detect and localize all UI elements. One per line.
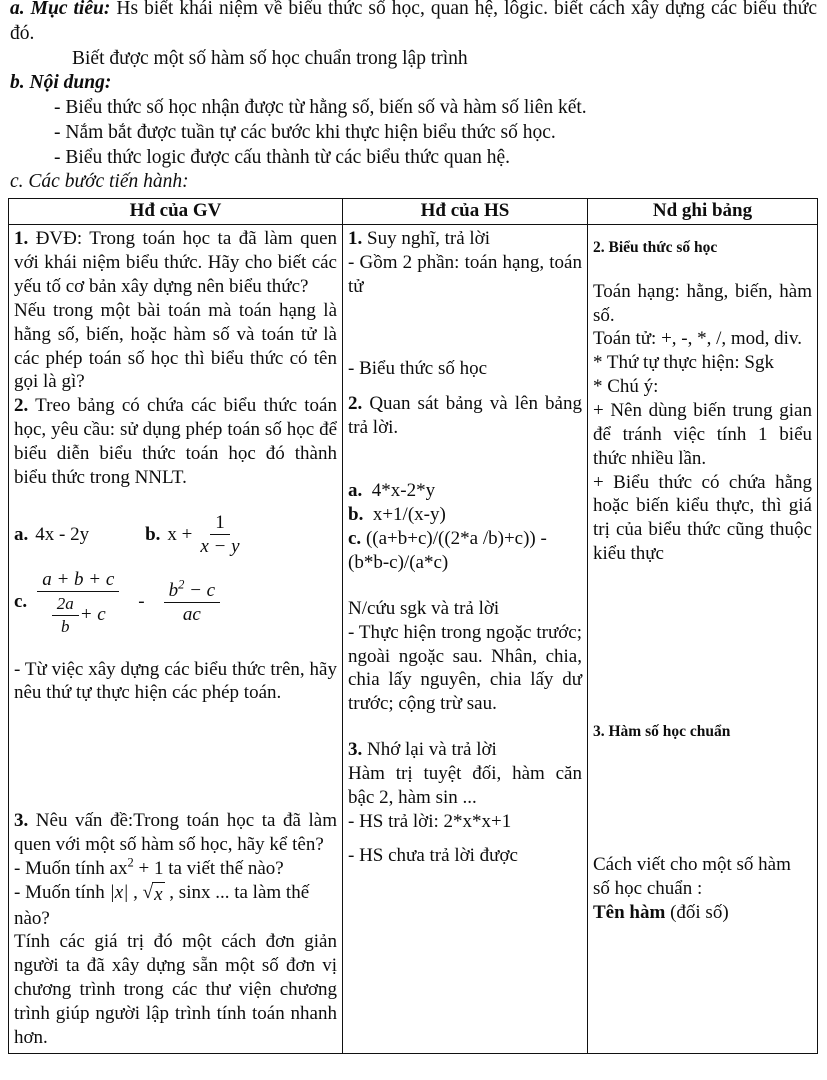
gv-p1-number: 1. — [14, 228, 29, 250]
hs-paragraph-4 — [348, 392, 582, 440]
gv-expr-c-inner-denominator: b — [60, 616, 70, 636]
hs-spacer-5 — [348, 716, 582, 738]
gv-expr-c-label: c. — [14, 591, 28, 613]
content-bullet-2: - Nắm bắt được tuần tự các bước khi thực hiện biểu thức số học. — [54, 121, 556, 143]
hs-spacer-1 — [348, 299, 582, 357]
gv-expr-c-minus-sign: - — [138, 591, 145, 613]
nd-body-2 — [593, 853, 812, 925]
gv-spacer-3 — [14, 705, 337, 809]
gv-p6-exponent: 2 — [127, 855, 134, 870]
gv-paragraph-6 — [14, 857, 337, 881]
hs-paragraph-9: - HS trả lời: 2*x*x+1 — [348, 810, 512, 832]
gv-p7-square-root — [143, 881, 165, 907]
gv-expr-c-right-denominator: ac — [182, 603, 201, 625]
gv-expr-c-right-tail: − c — [189, 579, 216, 601]
steps-label — [10, 170, 817, 195]
nd-spacer-2 — [593, 566, 812, 670]
gv-paragraph-5 — [14, 809, 337, 857]
gv-p7-radical-symbol: √ — [142, 881, 154, 903]
gv-spacer-1 — [14, 490, 337, 512]
gv-expr-c-inner-group — [51, 594, 106, 635]
gv-expr-c-right-exponent: 2 — [178, 577, 185, 592]
nd-body-1 — [593, 280, 812, 566]
nd-function-args: (đối số) — [665, 901, 729, 923]
hs-p4-text: Quan sát bảng và lên bảng trả lời. — [348, 392, 582, 438]
hs-paragraph-3: - Biểu thức số học — [348, 357, 488, 379]
hs-spacer-6 — [348, 833, 582, 844]
nd-paragraph-1: Toán hạng: hằng, biến, hàm số. — [593, 280, 812, 326]
nd-paragraph-3: * Thứ tự thực hiện: Sgk — [593, 352, 774, 374]
gv-expr-c-outer-denominator — [46, 592, 111, 635]
gv-p7-radicand: x — [154, 883, 163, 905]
gv-expression-row-ab — [14, 512, 337, 558]
nd-paragraph-5: + Nên dùng biến trung gian để tránh việc tính 1 biểu thức nhiều lần. — [593, 400, 812, 469]
hs-spacer-2 — [348, 381, 582, 392]
gv-expression-row-c — [14, 569, 337, 635]
gv-paragraph-7 — [14, 881, 337, 931]
nd-spacer-0 — [593, 227, 812, 238]
gv-paragraph-2: Nếu trong một bài toán mà toán hạng là hằng số, biến, hoặc hàm số và toán tử là các phép toán số học thì biểu thức có tên gọi là gì? — [14, 299, 337, 393]
board-notes-cell — [588, 225, 818, 1053]
gv-expr-a-value: 4x - 2y — [35, 523, 90, 545]
nd-paragraph-4: * Chú ý: — [593, 376, 659, 398]
table-header-row — [9, 199, 818, 225]
column-header-teacher: Hđ của GV — [9, 199, 343, 225]
gv-expr-c-right-numerator — [164, 577, 221, 603]
hs-answer-b-label: b. — [348, 504, 364, 526]
hs-spacer-3 — [348, 439, 582, 479]
content-bullet-3: - Biểu thức logic được cấu thành từ các biểu thức quan hệ. — [54, 146, 510, 168]
column-header-board: Nd ghi bảng — [588, 199, 818, 225]
nd-spacer-3 — [593, 670, 812, 722]
gv-p7-absolute-value: |x| — [109, 881, 129, 903]
gv-p3-text: Treo bảng có chứa các biểu thức toán học, yêu cầu: sử dụng phép toán số học để biểu diễn biểu thức toán học đó thành biểu thức trong NNLT. — [14, 395, 337, 488]
gv-expr-c-right-base: b — [168, 579, 179, 601]
objective-line — [10, 0, 817, 47]
gv-expr-c-inner-numerator: 2a — [52, 594, 79, 615]
hs-paragraph-7 — [348, 738, 582, 762]
gv-paragraph-8: Tính các giá trị đó một cách đơn giản người ta đã xây dựng sẵn một số đơn vị chương trình trong các thư viện chương trình giúp người lập trình tính toán nhanh hơn. — [14, 931, 337, 1048]
gv-spacer-2 — [14, 636, 337, 658]
hs-answer-a-label: a. — [348, 480, 363, 502]
preamble-section — [8, 0, 819, 195]
gv-paragraph-3 — [14, 394, 337, 489]
hs-answer-b — [348, 503, 582, 527]
gv-expr-c-outer-fraction — [37, 569, 119, 635]
gv-p5-number: 3. — [14, 810, 29, 832]
hs-paragraph-5: N/cứu sgk và trả lời — [348, 597, 500, 619]
hs-p1-number: 1. — [348, 228, 363, 250]
nd-spacer-1 — [593, 258, 812, 280]
gv-expr-c-outer-numerator: a + b + c — [37, 569, 119, 592]
gv-p3-number: 2. — [14, 395, 29, 417]
gv-paragraph-4: - Từ việc xây dựng các biểu thức trên, hãy nêu thứ tự thực hiện các phép toán. — [14, 658, 337, 704]
hs-p7-text: Nhớ lại và trả lời — [362, 739, 497, 761]
gv-expr-b-lead: x + — [167, 523, 193, 545]
nd-spacer-4 — [593, 741, 812, 853]
column-header-student: Hđ của HS — [343, 199, 588, 225]
table-row — [9, 225, 818, 1053]
gv-p7-lead: - Muốn tính — [14, 881, 110, 903]
nd-heading-2: 3. Hàm số học chuẩn — [593, 722, 731, 740]
gv-expr-b-denominator: x − y — [200, 535, 240, 557]
teacher-activity-cell — [9, 225, 343, 1053]
student-activity-cell — [343, 225, 588, 1053]
gv-p5-text: Nêu vấn đề:Trong toán học ta đã làm quen với một số hàm số học, hãy kể tên? — [14, 810, 337, 856]
nd-function-name: Tên hàm — [593, 901, 666, 923]
hs-spacer-4 — [348, 575, 582, 597]
gv-expr-c-inner-fraction — [52, 594, 79, 635]
hs-paragraph-8: Hàm trị tuyệt đối, hàm căn bậc 2, hàm sin ... — [348, 762, 582, 808]
nd-paragraph-2: Toán tử: +, -, *, /, mod, div. — [593, 328, 802, 350]
hs-answer-c-label: c. — [348, 528, 362, 550]
gv-expr-b-fraction — [195, 512, 244, 558]
hs-p1-text: Suy nghĩ, trả lời — [362, 228, 490, 250]
content-label-text: b. Nội dung: — [10, 72, 112, 94]
gv-p1-text: ĐVĐ: Trong toán học ta đã làm quen với khái niệm biểu thức. Hãy cho biết các yếu tố cơ bản xây dựng nên biểu thức? — [14, 228, 337, 298]
hs-paragraph-1 — [348, 227, 582, 251]
gv-expr-a-label: a. — [14, 523, 29, 545]
lesson-steps-table — [8, 198, 818, 1054]
gv-expr-c-right-fraction — [164, 577, 221, 626]
hs-p4-number: 2. — [348, 392, 363, 414]
objective-text: Hs biết khái niệm về biểu thức số học, quan hệ, lôgic. biết cách xây dựng các biểu thức đó. — [10, 0, 818, 44]
nd-paragraph-8 — [593, 901, 812, 925]
hs-paragraph-10: - HS chưa trả lời được — [348, 845, 518, 867]
gv-expr-b-label: b. — [145, 523, 161, 545]
hs-p7-number: 3. — [348, 739, 363, 761]
content-bullet-1: - Biểu thức số học nhận được từ hằng số, biến số và hàm số liên kết. — [54, 97, 587, 118]
hs-paragraph-2: - Gồm 2 phần: toán hạng, toán tử — [348, 252, 582, 298]
nd-paragraph-6: + Biểu thức có chứa hằng hoặc biến kiểu thực, thì giá trị của biểu thức cũng thuộc kiểu thực — [593, 471, 812, 565]
content-label — [10, 71, 817, 96]
steps-label-text: c. Các bước tiến hành: — [10, 171, 189, 193]
gv-p7-mid: , — [128, 881, 143, 903]
gv-p7-tail: , sinx ... ta làm thế nào? — [14, 881, 310, 929]
objective-line-2: Biết được một số hàm số học chuẩn trong lập trình — [72, 47, 468, 69]
hs-answer-b-value: x+1/(x-y) — [372, 504, 446, 526]
nd-heading-1: 2. Biểu thức số học — [593, 239, 718, 257]
nd-paragraph-7: Cách viết cho một số hàm số học chuẩn : — [593, 854, 791, 900]
gv-expr-b-numerator: 1 — [210, 512, 230, 535]
hs-answer-c-value: ((a+b+c)/((2*a /b)+c)) - (b*b-c)/(a*c) — [348, 528, 547, 573]
hs-answer-c — [348, 527, 582, 575]
gv-expr-c-inner-tail: + c — [79, 604, 106, 626]
hs-answer-a — [348, 479, 582, 503]
gv-p6-tail: + 1 ta viết thế nào? — [133, 857, 284, 879]
hs-paragraph-6: - Thực hiện trong ngoặc trước; ngoài ngoặc sau. Nhân, chia, chia lấy nguyên, chia lấy dư trước; cộng trừ sau. — [348, 621, 582, 715]
gv-p6-lead: - Muốn tính ax — [14, 857, 128, 879]
gv-paragraph-1 — [14, 227, 337, 299]
objective-label: a. Mục tiêu: — [10, 0, 111, 19]
hs-answer-a-value: 4*x-2*y — [371, 480, 436, 502]
